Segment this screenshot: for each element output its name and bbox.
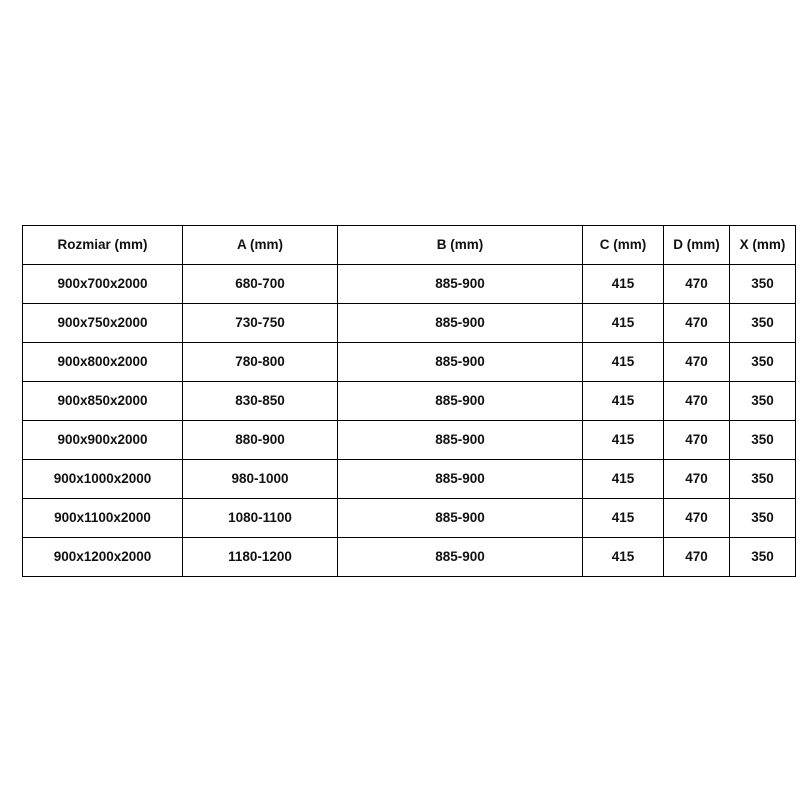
- cell-d: 470: [664, 265, 730, 304]
- cell-d: 470: [664, 343, 730, 382]
- cell-d: 470: [664, 499, 730, 538]
- table-row: [23, 304, 796, 343]
- cell-rozmiar: 900x700x2000: [23, 265, 183, 304]
- cell-rozmiar: 900x800x2000: [23, 343, 183, 382]
- size-table: [22, 225, 796, 577]
- cell-b: 885-900: [338, 343, 583, 382]
- cell-c: 415: [583, 538, 664, 577]
- table-row: [23, 265, 796, 304]
- column-header-b: B (mm): [338, 226, 583, 265]
- cell-c: 415: [583, 460, 664, 499]
- column-header-rozmiar: Rozmiar (mm): [23, 226, 183, 265]
- column-header-c: C (mm): [583, 226, 664, 265]
- cell-d: 470: [664, 538, 730, 577]
- cell-d: 470: [664, 382, 730, 421]
- cell-rozmiar: 900x1100x2000: [23, 499, 183, 538]
- cell-x: 350: [730, 265, 796, 304]
- size-table-container: [22, 225, 786, 577]
- table-row: [23, 499, 796, 538]
- cell-c: 415: [583, 265, 664, 304]
- cell-b: 885-900: [338, 421, 583, 460]
- cell-a: 730-750: [183, 304, 338, 343]
- cell-x: 350: [730, 382, 796, 421]
- column-header-d: D (mm): [664, 226, 730, 265]
- cell-b: 885-900: [338, 304, 583, 343]
- cell-c: 415: [583, 343, 664, 382]
- cell-rozmiar: 900x850x2000: [23, 382, 183, 421]
- table-row: [23, 421, 796, 460]
- cell-x: 350: [730, 538, 796, 577]
- cell-c: 415: [583, 499, 664, 538]
- cell-rozmiar: 900x750x2000: [23, 304, 183, 343]
- cell-a: 880-900: [183, 421, 338, 460]
- column-header-x: X (mm): [730, 226, 796, 265]
- cell-b: 885-900: [338, 460, 583, 499]
- cell-x: 350: [730, 421, 796, 460]
- cell-b: 885-900: [338, 382, 583, 421]
- cell-a: 980-1000: [183, 460, 338, 499]
- cell-b: 885-900: [338, 538, 583, 577]
- cell-x: 350: [730, 499, 796, 538]
- cell-d: 470: [664, 421, 730, 460]
- table-row: [23, 538, 796, 577]
- table-row: [23, 460, 796, 499]
- cell-a: 830-850: [183, 382, 338, 421]
- cell-b: 885-900: [338, 499, 583, 538]
- cell-x: 350: [730, 460, 796, 499]
- cell-b: 885-900: [338, 265, 583, 304]
- cell-d: 470: [664, 460, 730, 499]
- table-row: [23, 343, 796, 382]
- cell-a: 1180-1200: [183, 538, 338, 577]
- cell-rozmiar: 900x1000x2000: [23, 460, 183, 499]
- table-row: [23, 382, 796, 421]
- column-header-a: A (mm): [183, 226, 338, 265]
- cell-rozmiar: 900x1200x2000: [23, 538, 183, 577]
- cell-a: 780-800: [183, 343, 338, 382]
- table-header-row: [23, 226, 796, 265]
- cell-c: 415: [583, 382, 664, 421]
- cell-a: 1080-1100: [183, 499, 338, 538]
- cell-d: 470: [664, 304, 730, 343]
- cell-x: 350: [730, 343, 796, 382]
- cell-c: 415: [583, 304, 664, 343]
- cell-c: 415: [583, 421, 664, 460]
- cell-rozmiar: 900x900x2000: [23, 421, 183, 460]
- cell-x: 350: [730, 304, 796, 343]
- cell-a: 680-700: [183, 265, 338, 304]
